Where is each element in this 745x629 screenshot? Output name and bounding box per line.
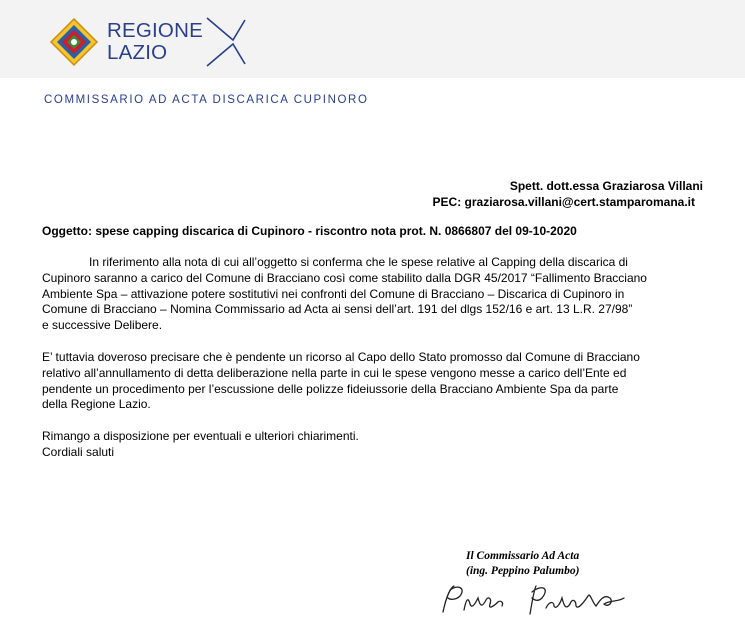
text-line: Rimango a disposizione per eventuali e ulteriori chiarimenti. [42,429,359,444]
signatory-block [466,549,579,579]
signatory-name: (ing. Peppino Palumbo) [466,565,580,577]
office-name: COMMISSARIO AD ACTA DISCARICA CUPINORO [44,94,369,106]
text-line: Comune di Bracciano – Nomina Commissario ad Acta ai sensi dell’art. 191 del dlgs 152/16 e art. 13 L.R. 27/98” [42,302,633,317]
regione-lazio-emblem-icon [49,17,99,67]
text-line: E’ tuttavia doveroso precisare che è pendente un ricorso al Capo dello Stato promosso dal Comune di Bracciano [42,349,640,364]
paragraph-closing [42,429,707,461]
logo-wordmark [107,20,203,64]
signatory-title: Il Commissario Ad Acta [466,550,580,562]
letterhead [0,0,745,78]
paragraph-2 [42,350,707,413]
recipient-pec: PEC: graziarosa.villani@cert.stamparomana.it [432,195,695,209]
text-line: e successive Delibere. [42,318,163,333]
text-line: Ambiente Spa – attivazione potere sostitutivi nei confronti del Comune di Bracciano – Discarica di Cupinoro in [42,286,625,301]
text-line: In riferimento alla nota di cui all’oggetto si conferma che le spese relative al Capping della discarica di [89,255,628,269]
text-line: Cupinoro saranno a carico del Comune di Bracciano così come stabilito dalla DGR 45/2017 “Fallimento Bracciano [42,270,647,285]
recipient-name: Spett. dott.essa Graziarosa Villani [509,179,703,193]
text-line: Cordiali saluti [42,444,115,459]
logo-line-regione: REGIONE [107,19,203,42]
logo-swoosh-icon [205,16,247,68]
text-line: della Regione Lazio. [42,397,151,412]
handwritten-signature [438,580,638,625]
text-line: pendente un procedimento per l’escussione delle polizze fideiussorie della Bracciano Ambiente Spa da parte [42,381,619,396]
text-line: relativo all’annullamento di detta deliberazione nella parte in cui le spese vengono messe a carico dell’Ente ed [42,365,627,380]
letter-body [42,255,707,461]
letter-subject: Oggetto: spese capping discarica di Cupinoro - riscontro nota prot. N. 0866807 del 09-10-2020 [42,224,577,238]
logo-line-lazio: LAZIO [107,41,168,64]
paragraph-1 [42,255,707,334]
recipient-block [433,178,703,210]
